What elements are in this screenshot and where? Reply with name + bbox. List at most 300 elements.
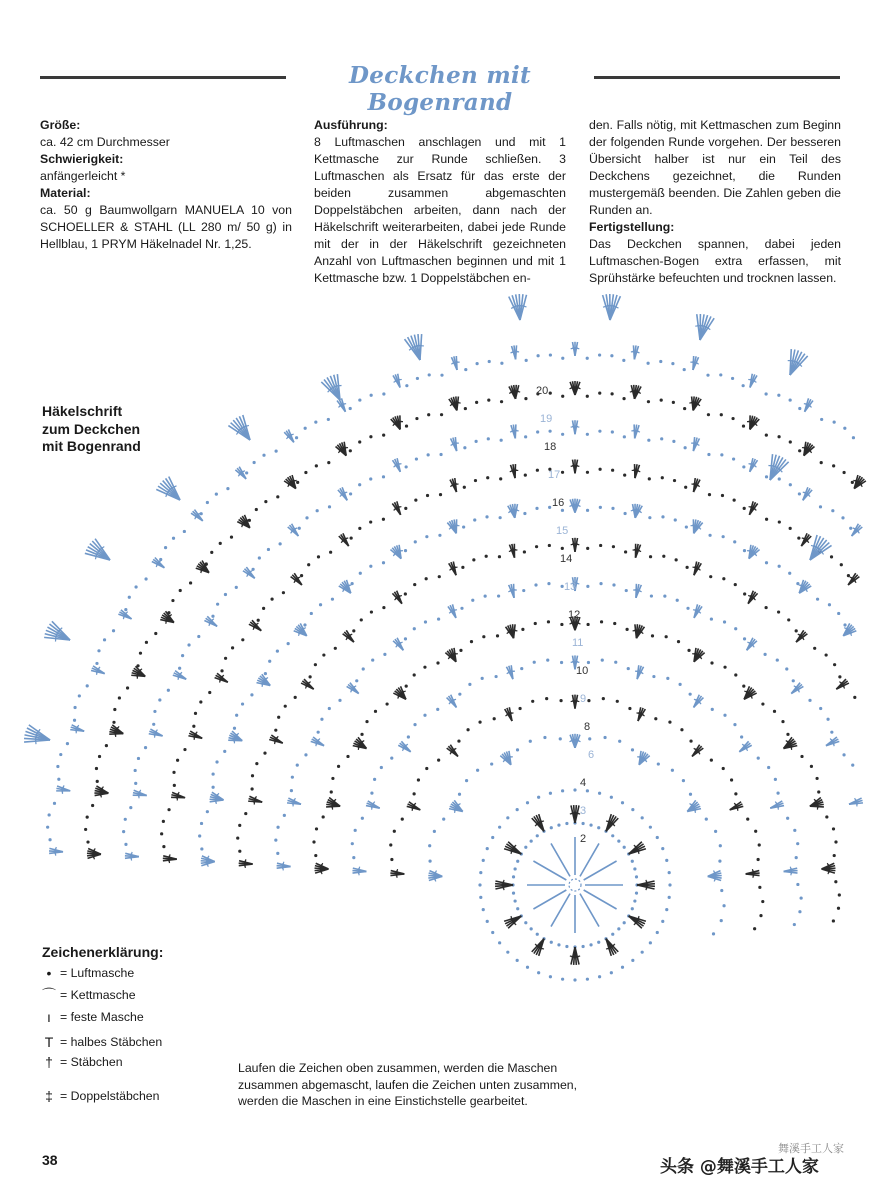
chain-dot (837, 612, 840, 615)
chain-dot (686, 566, 689, 569)
chain-dot (628, 707, 631, 710)
chain-dot (296, 481, 299, 484)
material-text: ca. 50 g Baumwollgarn MANUELA 10 von SCHOELLER & STAHL (LL 280 m/ 50 g) in Hellblau, 1 PRYM Häkelnadel Nr. 1,25. (40, 203, 292, 251)
chain-dot (267, 548, 270, 551)
chain-dot (171, 599, 174, 602)
pattern-stitch (791, 869, 792, 875)
chain-dot (549, 392, 552, 395)
chain-dot (482, 908, 485, 911)
chain-dot (763, 653, 766, 656)
chain-dot (663, 595, 666, 598)
chain-dot (586, 395, 589, 398)
chain-dot (516, 748, 519, 751)
page-title: Deckchen mit Bogenrand (349, 62, 531, 116)
chain-dot (614, 661, 617, 664)
chain-dot (97, 649, 100, 652)
chain-dot (785, 667, 788, 670)
chain-dot (352, 856, 355, 859)
chain-dot (720, 889, 723, 892)
chain-dot (78, 694, 81, 697)
pattern-stitch (511, 630, 517, 631)
chain-dot (778, 477, 781, 480)
round-number-label: 19 (540, 413, 553, 425)
chain-dot (549, 792, 552, 795)
chain-dot (798, 407, 801, 410)
chain-dot (601, 659, 604, 662)
chain-dot (103, 638, 106, 641)
chain-dot (662, 555, 665, 558)
round1-stitch (533, 861, 566, 880)
chain-dot (253, 461, 256, 464)
chain-dot (417, 778, 420, 781)
chain-dot (617, 840, 620, 843)
chain-dot (789, 483, 792, 486)
chain-dot (837, 907, 840, 910)
chain-dot (262, 607, 265, 610)
chain-dot (500, 400, 503, 403)
chain-dot (274, 729, 277, 732)
chain-stitch-icon: • (46, 965, 52, 981)
pattern-stitch (453, 484, 459, 485)
chain-dot (59, 753, 62, 756)
chain-dot (322, 815, 325, 818)
chain-dot (369, 435, 372, 438)
chain-dot (86, 684, 89, 687)
chain-dot (767, 766, 770, 769)
chain-dot (820, 418, 823, 421)
chain-dot (734, 627, 737, 630)
chain-dot (464, 368, 467, 371)
chain-dot (438, 575, 441, 578)
chain-dot (721, 494, 724, 497)
chain-dot (587, 661, 590, 664)
chain-dot (810, 765, 813, 768)
chain-dot (224, 657, 227, 660)
legend-label: = Doppelstäbchen (60, 1089, 160, 1103)
legend-item-half-double (42, 1035, 163, 1055)
chain-dot (491, 836, 494, 839)
chain-dot (683, 368, 686, 371)
chain-dot (611, 933, 614, 936)
chain-dot (57, 778, 60, 781)
chain-dot (172, 537, 175, 540)
chain-dot (635, 875, 638, 878)
chain-dot (560, 661, 563, 664)
chain-dot (797, 536, 800, 539)
chain-dot (499, 477, 502, 480)
round-number-label: 4 (580, 777, 587, 789)
chain-dot (331, 777, 334, 780)
chain-dot (277, 716, 280, 719)
chain-dot (486, 476, 489, 479)
chain-dot (545, 697, 548, 700)
chain-dot (610, 971, 613, 974)
pattern-stitch (784, 871, 798, 873)
chain-dot (122, 830, 125, 833)
chain-dot (194, 712, 197, 715)
chain-dot (488, 360, 491, 363)
chain-dot (475, 401, 478, 404)
chain-dot (561, 547, 564, 550)
chain-dot (304, 753, 307, 756)
chain-dot (380, 766, 383, 769)
chain-dot (714, 830, 717, 833)
chain-dot (687, 649, 690, 652)
pattern-stitch (342, 448, 348, 449)
chain-dot (460, 607, 463, 610)
chain-dot (144, 577, 147, 580)
round1-stitch (551, 894, 570, 927)
chain-dot (371, 658, 374, 661)
difficulty-text: anfängerleicht * (40, 169, 126, 183)
chain-dot (795, 856, 798, 859)
chain-dot (661, 847, 664, 850)
chain-dot (765, 434, 768, 437)
chain-dot (734, 583, 737, 586)
chain-dot (849, 527, 852, 530)
chain-dot (665, 908, 668, 911)
chain-dot (458, 793, 461, 796)
chain-dot (777, 610, 780, 613)
chain-dot (647, 362, 650, 365)
material-heading: Material: (40, 186, 91, 200)
chain-dot (573, 978, 576, 981)
chain-dot (350, 536, 353, 539)
chain-dot (500, 439, 503, 442)
chain-dot (587, 699, 590, 702)
chain-dot (668, 871, 671, 874)
legend-item-chain (42, 966, 163, 988)
chain-dot (481, 677, 484, 680)
chain-dot (710, 617, 713, 620)
chain-dot (722, 535, 725, 538)
half-double-crochet-icon: T (44, 1034, 54, 1050)
chain-dot (189, 581, 192, 584)
chain-dot (672, 401, 675, 404)
chain-dot (466, 728, 469, 731)
chain-dot (707, 413, 710, 416)
chain-dot (586, 585, 589, 588)
chain-dot (291, 776, 294, 779)
chain-dot (465, 779, 468, 782)
chain-dot (413, 792, 416, 795)
chain-dot (525, 359, 528, 362)
chain-dot (316, 509, 319, 512)
chain-dot (661, 476, 664, 479)
round-number-label: 16 (552, 497, 565, 509)
chain-dot (476, 769, 479, 772)
chain-dot (543, 736, 546, 739)
chain-dot (484, 595, 487, 598)
pattern-stitch (810, 806, 824, 807)
chain-dot (813, 647, 816, 650)
chart-caption-line2: zum Deckchen (42, 420, 141, 437)
round-number-label: 9 (580, 693, 587, 705)
chain-dot (471, 599, 474, 602)
chain-dot (624, 550, 627, 553)
chain-dot (404, 637, 407, 640)
chain-dot (295, 436, 298, 439)
chain-dot (776, 792, 779, 795)
chain-dot (498, 941, 501, 944)
chain-dot (238, 850, 241, 853)
chain-dot (183, 748, 186, 751)
chain-dot (215, 492, 218, 495)
chain-dot (173, 784, 176, 787)
chain-dot (666, 677, 669, 680)
chain-dot (98, 755, 101, 758)
chain-dot (730, 778, 733, 781)
chain-dot (648, 516, 651, 519)
chain-dot (808, 699, 811, 702)
chain-dot (560, 623, 563, 626)
legend-heading: Zeichenerklärung: (42, 944, 164, 960)
chain-dot (712, 932, 715, 935)
chain-dot (523, 512, 526, 515)
chain-dot (705, 818, 708, 821)
chain-dot (530, 840, 533, 843)
chain-dot (153, 710, 156, 713)
chain-dot (674, 518, 677, 521)
chain-dot (550, 941, 553, 944)
chain-dot (765, 561, 768, 564)
round1-stitch (580, 894, 599, 927)
chain-dot (205, 562, 208, 565)
chain-dot (548, 544, 551, 547)
chain-dot (226, 487, 229, 490)
pattern-stitch (509, 671, 515, 672)
chain-dot (830, 731, 833, 734)
chain-dot (314, 421, 317, 424)
chain-dot (734, 673, 737, 676)
round1-stitch (533, 890, 566, 909)
chain-dot (327, 418, 330, 421)
chain-dot (534, 622, 537, 625)
chain-dot (416, 377, 419, 380)
chain-dot (389, 843, 392, 846)
chain-dot (598, 353, 601, 356)
chain-dot (370, 610, 373, 613)
page-number: 38 (42, 1152, 58, 1168)
chain-dot (134, 585, 137, 588)
scallop-stitch (336, 385, 342, 386)
chain-dot (358, 527, 361, 530)
chain-dot (685, 525, 688, 528)
chain-dot (112, 629, 115, 632)
chain-dot (425, 767, 428, 770)
chain-dot (276, 650, 279, 653)
chain-dot (684, 486, 687, 489)
chain-dot (526, 966, 529, 969)
chain-dot (475, 440, 478, 443)
chain-dot (536, 430, 539, 433)
pattern-stitch (516, 345, 517, 359)
round1-stitch (584, 890, 617, 909)
chain-dot (485, 515, 488, 518)
chain-dot (479, 871, 482, 874)
chain-dot (358, 483, 361, 486)
chain-dot (241, 702, 244, 705)
chain-dot (792, 679, 795, 682)
chain-dot (258, 556, 261, 559)
chain-dot (524, 435, 527, 438)
chain-dot (210, 551, 213, 554)
chain-dot (847, 574, 850, 577)
chain-dot (676, 599, 679, 602)
chain-dot (279, 542, 282, 545)
chain-dot (473, 518, 476, 521)
chain-dot (351, 582, 354, 585)
chain-dot (740, 735, 743, 738)
chain-dot (743, 592, 746, 595)
double-crochet-icon: † (45, 1054, 53, 1070)
chain-dot (192, 725, 195, 728)
chain-dot (789, 527, 792, 530)
chain-dot (561, 357, 564, 360)
chain-dot (820, 461, 823, 464)
chain-dot (777, 435, 780, 438)
chain-dot (359, 572, 362, 575)
chain-dot (414, 498, 417, 501)
chain-dot (491, 931, 494, 934)
chain-dot (124, 843, 127, 846)
chain-dot (516, 907, 519, 910)
chain-dot (597, 941, 600, 944)
chain-dot (427, 413, 430, 416)
chain-dot (497, 594, 500, 597)
execution-continued-text: den. Falls nötig, mit Kettmaschen zum Beginn der folgenden Runde vorgehen. Der besseren Übersicht halber ist nur ein Teil des Deckchens gezeichnet, die Runden mustergemäß beenden. Die Zahlen geben die Runden an. (589, 118, 841, 217)
chain-dot (439, 453, 442, 456)
chain-dot (404, 592, 407, 595)
chain-dot (789, 398, 792, 401)
chain-dot (743, 549, 746, 552)
chain-dot (487, 437, 490, 440)
chain-dot (565, 822, 568, 825)
chain-dot (490, 762, 493, 765)
chain-dot (581, 822, 584, 825)
chain-dot (559, 737, 562, 740)
chain-dot (405, 384, 408, 387)
chain-dot (833, 663, 836, 666)
chain-dot (442, 818, 445, 821)
round1-stitch (580, 843, 599, 876)
chain-dot (198, 834, 201, 837)
chain-dot (252, 568, 255, 571)
chain-dot (181, 654, 184, 657)
chain-dot (179, 589, 182, 592)
chain-dot (53, 802, 56, 805)
chain-dot (200, 512, 203, 515)
chain-dot (616, 700, 619, 703)
chain-dot (611, 834, 614, 837)
chain-dot (215, 760, 218, 763)
chain-dot (743, 637, 746, 640)
chain-dot (158, 698, 161, 701)
pattern-stitch (507, 757, 513, 758)
pattern-stitch (514, 624, 516, 638)
chain-dot (423, 714, 426, 717)
chain-dot (623, 921, 626, 924)
chain-dot (305, 516, 308, 519)
chain-dot (206, 810, 209, 813)
chain-dot (512, 875, 515, 878)
chain-dot (172, 771, 175, 774)
chain-dot (407, 735, 410, 738)
legend-label: = Stäbchen (60, 1055, 123, 1069)
chain-dot (73, 719, 76, 722)
chain-dot (682, 779, 685, 782)
chain-dot (197, 635, 200, 638)
chain-dot (95, 767, 98, 770)
chain-dot (843, 623, 846, 626)
chain-dot (361, 817, 364, 820)
chain-dot (470, 640, 473, 643)
chain-dot (219, 542, 222, 545)
chain-dot (274, 838, 277, 841)
legend-item-treble (42, 1089, 163, 1111)
chain-dot (276, 852, 279, 855)
chain-dot (349, 449, 352, 452)
chain-dot (425, 577, 428, 580)
chain-dot (498, 826, 501, 829)
chain-dot (428, 844, 431, 847)
chain-dot (459, 649, 462, 652)
chain-dot (723, 714, 726, 717)
chain-dot (718, 860, 721, 863)
chain-dot (838, 893, 841, 896)
chain-dot (238, 824, 241, 827)
chain-dot (415, 457, 418, 460)
chain-dot (413, 583, 416, 586)
chain-dot (255, 762, 258, 765)
chain-dot (327, 461, 330, 464)
chain-dot (276, 826, 279, 829)
chain-dot (349, 492, 352, 495)
chain-dot (843, 471, 846, 474)
chart-caption-line3: mit Bogenrand (42, 438, 141, 454)
chain-dot (832, 464, 835, 467)
chain-dot (547, 620, 550, 623)
chain-dot (631, 959, 634, 962)
chain-dot (710, 759, 713, 762)
chain-dot (96, 780, 99, 783)
round-number-label: 20 (536, 385, 549, 397)
chain-dot (598, 975, 601, 978)
chain-dot (390, 858, 393, 861)
legend-item-single (42, 1010, 163, 1035)
chain-dot (757, 757, 760, 760)
chain-dot (599, 544, 602, 547)
chain-dot (129, 806, 132, 809)
chain-dot (523, 550, 526, 553)
chain-dot (684, 446, 687, 449)
chain-dot (733, 498, 736, 501)
chain-dot (654, 717, 657, 720)
chain-dot (382, 434, 385, 437)
chain-dot (160, 832, 163, 835)
chain-dot (549, 353, 552, 356)
chain-dot (320, 718, 323, 721)
chain-dot (586, 547, 589, 550)
chain-dot (759, 914, 762, 917)
chain-dot (573, 788, 576, 791)
chain-dot (746, 818, 749, 821)
chain-dot (710, 661, 713, 664)
chain-dot (154, 632, 157, 635)
chain-dot (516, 860, 519, 863)
chain-dot (315, 464, 318, 467)
chain-dot (798, 449, 801, 452)
